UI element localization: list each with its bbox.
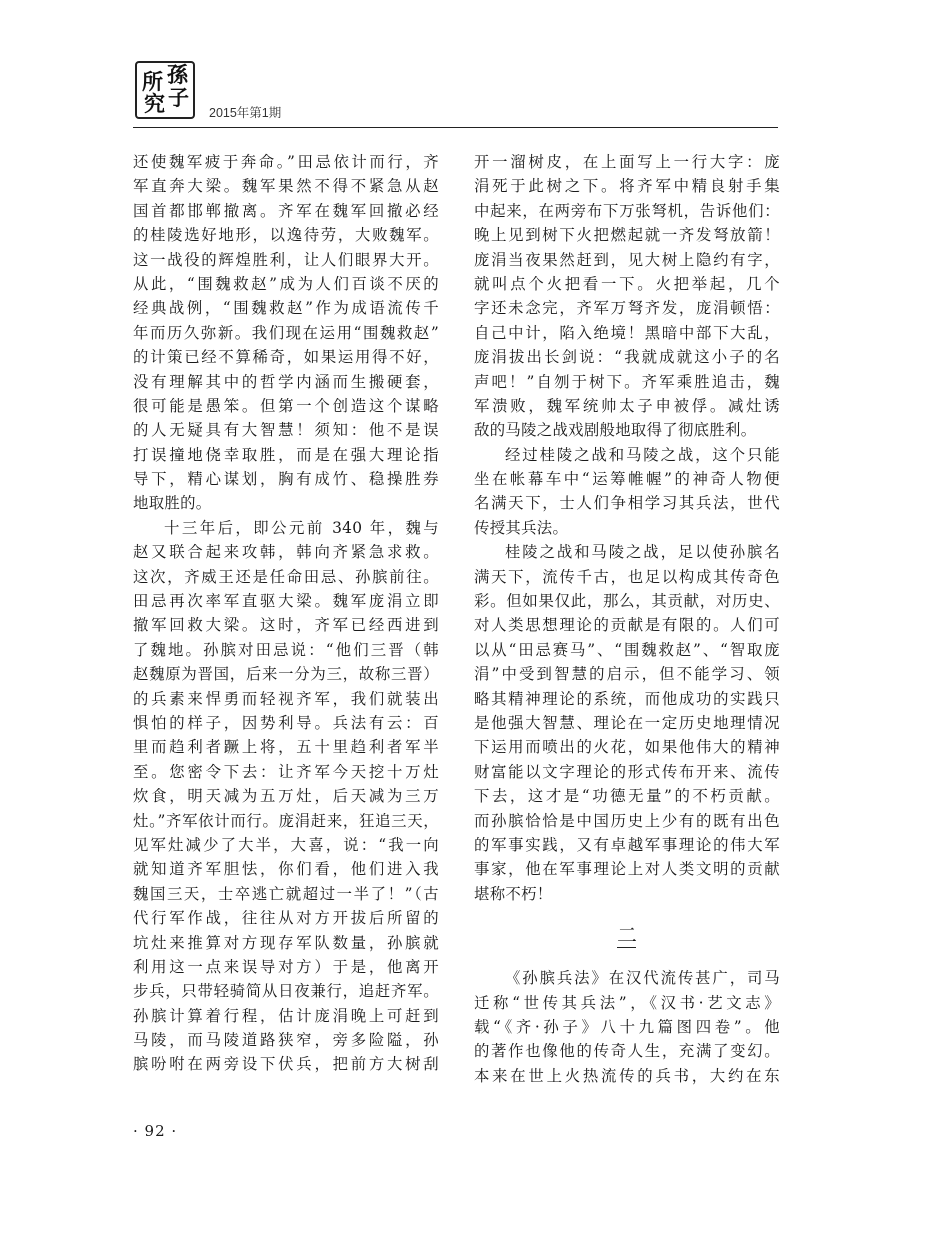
text-line: 军直奔大梁。魏军果然不得不紧急从赵 (133, 177, 439, 196)
text-line: 敌的马陵之战戏剧般地取得了彻底胜利。 (474, 421, 757, 440)
text-line: 坑灶来推算对方现存军队数量，孙膑就 (133, 933, 439, 952)
right-column-part-b (474, 966, 780, 1088)
text-line: 的著作也像他的传奇人生，充满了变幻。 (474, 1042, 780, 1061)
text-line: 财富能以文字理论的形式传布开来、流传 (474, 762, 780, 781)
text-line: 迁称“世传其兵法”，《汉书·艺文志》 (474, 993, 780, 1012)
text-line: 还使魏军疲于奔命。”田忌依计而行，齐 (133, 153, 439, 171)
text-line: 的兵素来悍勇而轻视齐军，我们就装出 (133, 689, 439, 708)
text-line: 名满天下，士人们争相学习其兵法，世代 (474, 494, 780, 513)
text-line: 赵又联合起来攻韩，韩向齐紧急求救。 (133, 543, 439, 562)
right-column (474, 150, 780, 1088)
text-line: 本来在世上火热流传的兵书，大约在东 (474, 1066, 780, 1085)
text-line: 打误撞地侥幸取胜，而是在强大理论指 (133, 445, 439, 464)
text-line: 炊食，明天减为五万灶，后天减为三万 (133, 787, 439, 806)
text-line: 堪称不朽！ (474, 884, 553, 903)
section-heading (474, 906, 780, 966)
text-line: 略其精神理论的系统，而他成功的实践只 (474, 689, 780, 708)
text-line: 代行军作战，往往从对方开拔后所留的 (133, 909, 439, 928)
logo-char: 所 (142, 69, 163, 94)
text-line: 中起来，在两旁布下万张弩机，告诉他们： (474, 201, 780, 220)
logo-char: 子 (168, 85, 189, 110)
text-line: 经典战例，“围魏救赵”作为成语流传千 (133, 299, 439, 318)
text-line: 就叫点个火把看一下。火把举起，几个 (474, 274, 780, 293)
text-line: 事家，他在军事理论上对人类文明的贡献 (474, 860, 780, 879)
text-line: 里而趋利者蹶上将，五十里趋利者军半 (133, 738, 439, 757)
text-line: 了魏地。孙膑对田忌说：“他们三晋（韩 (133, 640, 439, 659)
text-line: 地取胜的。 (133, 494, 212, 513)
text-line: 坐在帐幕车中“运筹帷幄”的神奇人物便 (474, 470, 780, 489)
text-line: 桂陵之战和马陵之战，足以使孙膑名 (505, 543, 780, 562)
text-line: 步兵，只带轻骑简从日夜兼行，追赶齐军。 (133, 982, 439, 1001)
text-line: 对人类思想理论的贡献是有限的。人们可 (474, 616, 780, 635)
text-line: 晚上见到树下火把燃起就一齐发弩放箭！ (474, 226, 780, 245)
section-heading-text: 二 (617, 923, 637, 948)
text-line: 魏国三天，士卒逃亡就超过一半了！”（古 (133, 884, 439, 903)
text-line: 庞涓拔出长剑说：“我就成就这小子的名 (474, 348, 780, 367)
text-line: 这次，齐威王还是任命田忌、孙膑前往。 (133, 567, 439, 586)
text-line: 字还未念完，齐军万弩齐发，庞涓顿悟： (474, 299, 780, 318)
text-line: 载“《齐·孙子》八十九篇图四卷”。他 (474, 1017, 780, 1036)
text-line: 以从“田忌赛马”、“围魏救赵”、“智取庞 (474, 640, 780, 659)
page-number: · 92 · (133, 1122, 178, 1140)
text-line: 田忌再次率军直驱大梁。魏军庞涓立即 (133, 592, 439, 611)
text-line: 惧怕的样子，因势利导。兵法有云：百 (133, 713, 439, 732)
text-line: 开一溜树皮，在上面写上一行大字：庞 (474, 153, 780, 171)
text-line: 的军事实践，又有卓越军事理论的伟大军 (474, 835, 780, 854)
text-line: 至。您密令下去：让齐军今天挖十万灶 (133, 762, 439, 781)
text-line: 从此，“围魏救赵”成为人们百谈不厌的 (133, 274, 439, 293)
text-line: 赵魏原为晋国，后来一分为三，故称三晋） (133, 665, 439, 684)
section-heading-underline (617, 947, 636, 948)
text-line: 传授其兵法。 (474, 518, 569, 537)
text-line: 利用这一点来误导对方）于是，他离开 (133, 957, 439, 976)
text-line: 《孙膑兵法》在汉代流传甚广，司马 (505, 969, 780, 988)
text-line: 彩。但如果仅此，那么，其贡献，对历史、 (474, 592, 780, 611)
text-line: 满天下，流传千古，也足以构成其传奇色 (474, 567, 780, 586)
text-line: 导下，精心谋划，胸有成竹、稳操胜券 (133, 470, 439, 489)
logo-char: 究 (144, 91, 165, 116)
text-line: 下运用而喷出的火花，如果他伟大的精神 (474, 738, 780, 757)
right-column-part-a (474, 150, 780, 906)
text-line: 膑吩咐在两旁设下伏兵，把前方大树刮 (133, 1055, 439, 1074)
logo-char: 孫 (167, 62, 188, 87)
issue-label: 2015年第1期 (209, 106, 282, 120)
text-line: 马陵，而马陵道路狭窄，旁多险隘，孙 (133, 1031, 439, 1050)
text-line: 军溃败，魏军统帅太子申被俘。减灶诱 (474, 396, 780, 415)
text-line: 的桂陵选好地形，以逸待劳，大败魏军。 (133, 226, 439, 245)
text-line: 自己中计，陷入绝境！黑暗中部下大乱， (474, 323, 780, 342)
text-line: 是他强大智慧、理论在一定历史地理情况 (474, 713, 780, 732)
header-rule (133, 127, 778, 128)
text-line: 涓死于此树之下。将齐军中精良射手集 (474, 177, 780, 196)
text-line: 声吧！”自刎于树下。齐军乘胜追击，魏 (474, 372, 780, 391)
left-column (133, 150, 439, 1077)
text-line: 见军灶减少了大半，大喜，说：“我一向 (133, 835, 439, 854)
text-line: 很可能是愚笨。但第一个创造这个谋略 (133, 396, 439, 415)
text-line: 而孙膑恰恰是中国历史上少有的既有出色 (474, 811, 780, 830)
text-line: 的人无疑具有大智慧！须知：他不是误 (133, 421, 439, 440)
text-line: 经过桂陵之战和马陵之战，这个只能 (505, 445, 780, 464)
text-line: 年而历久弥新。我们现在运用“围魏救赵” (133, 323, 439, 342)
page-header (133, 55, 778, 129)
text-line: 撤军回救大梁。这时，齐军已经西进到 (133, 616, 439, 635)
journal-logo (135, 61, 195, 119)
text-line: 灶。”齐军依计而行。庞涓赶来，狂追三天， (133, 811, 439, 830)
text-line: 国首都邯郸撤离。齐军在魏军回撤必经 (133, 201, 439, 220)
text-line: 就知道齐军胆怯，你们看，他们进入我 (133, 860, 439, 879)
text-line: 孙膑计算着行程，估计庞涓晚上可赶到 (133, 1006, 439, 1025)
text-line: 下去，这才是“功德无量”的不朽贡献。 (474, 787, 780, 806)
text-line: 涓”中受到智慧的启示，但不能学习、领 (474, 665, 780, 684)
text-line: 这一战役的辉煌胜利，让人们眼界大开。 (133, 250, 439, 269)
text-line: 没有理解其中的哲学内涵而生搬硬套， (133, 372, 439, 391)
text-line: 庞涓当夜果然赶到，见大树上隐约有字， (474, 250, 780, 269)
text-line: 十三年后，即公元前 340 年，魏与 (164, 518, 439, 537)
text-line: 的计策已经不算稀奇，如果运用得不好， (133, 348, 439, 367)
